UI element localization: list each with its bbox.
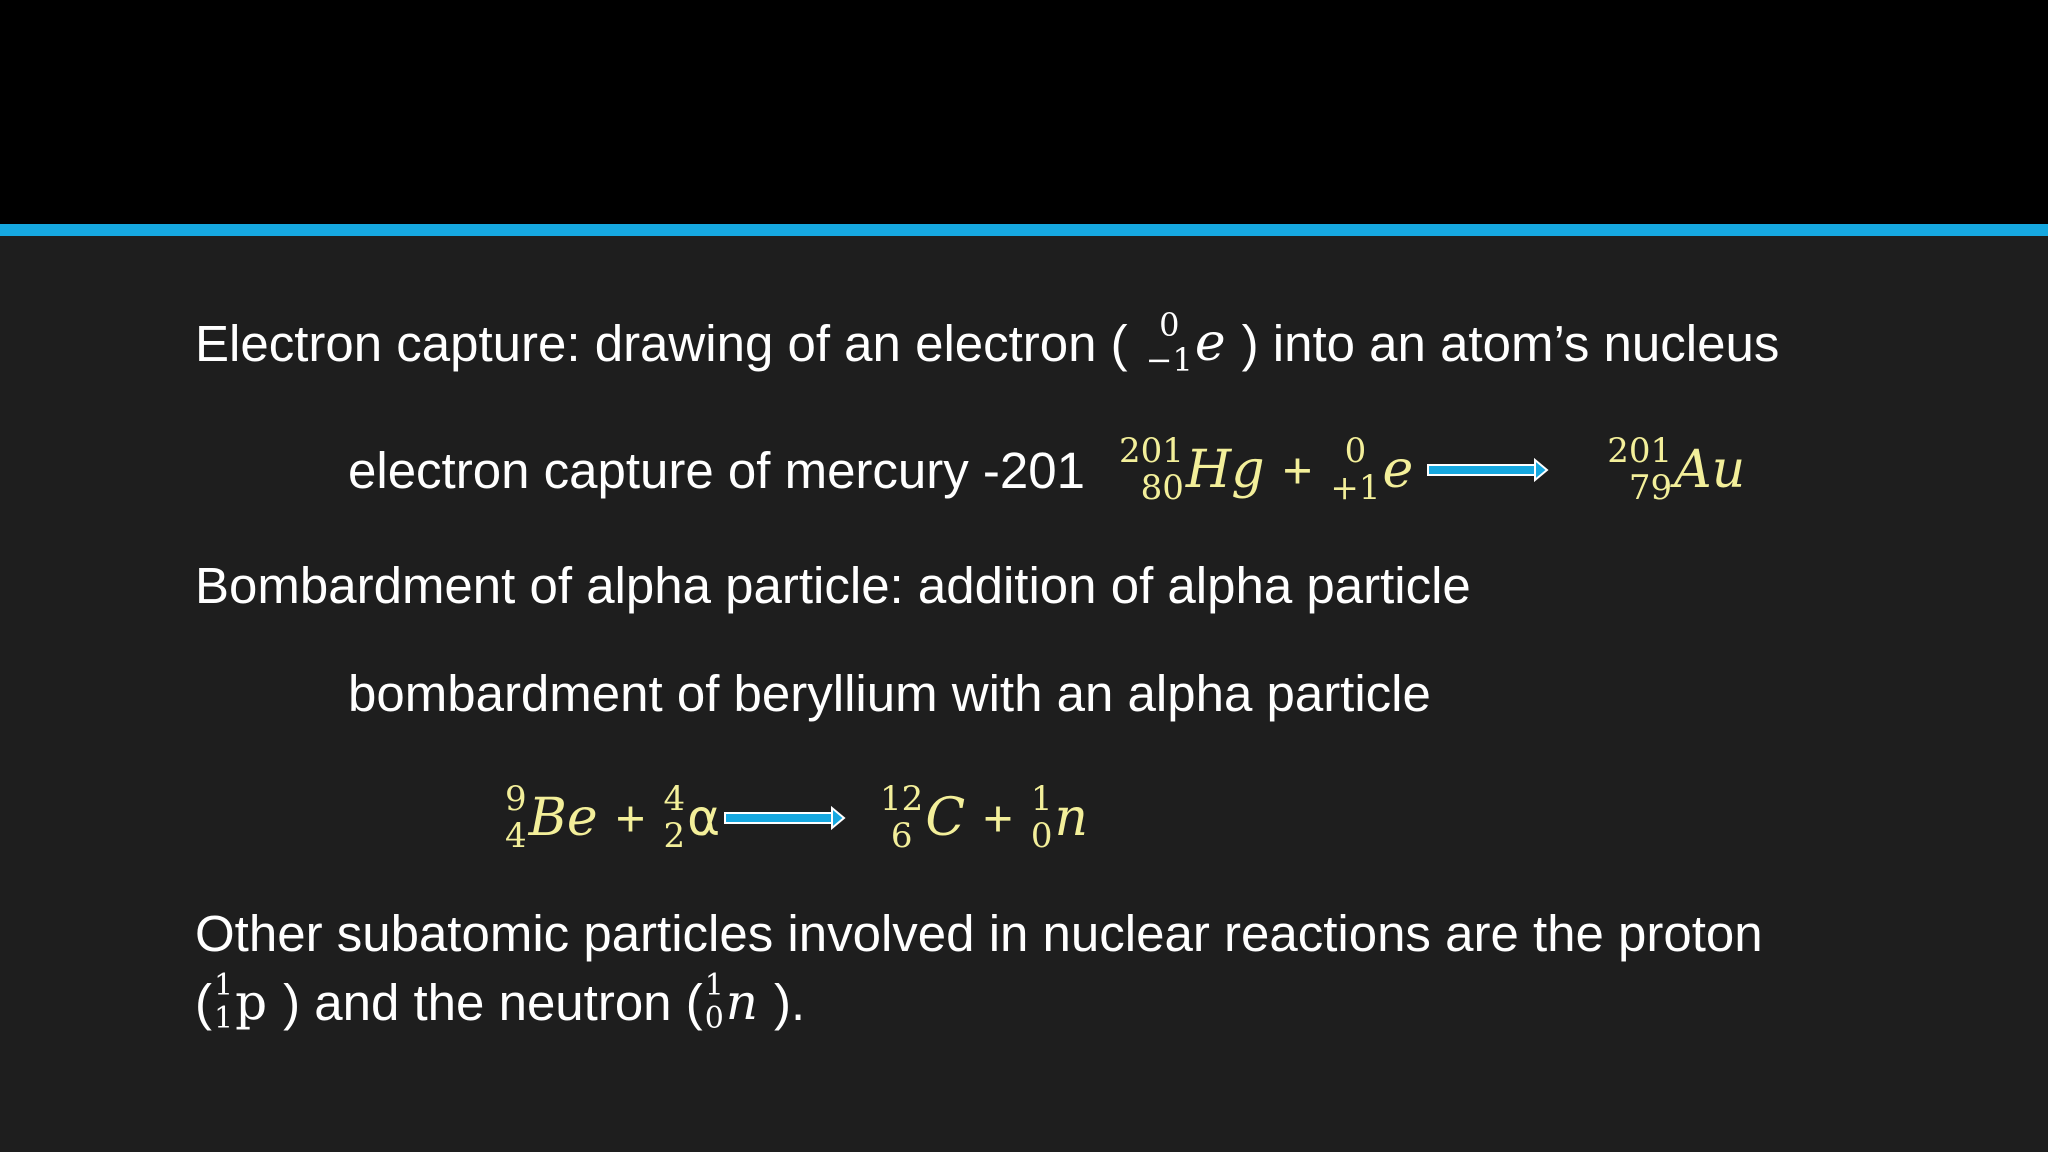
mercury-example-row [348, 430, 1745, 510]
beryllium-nuclide [505, 778, 598, 856]
and-the-neutron-text: ) and the neutron ( [283, 973, 703, 1031]
neutron-nuclide [1030, 778, 1089, 856]
electron-capture-definition [195, 303, 1779, 383]
carbon-mass: 12 [880, 778, 924, 819]
positron-mass: 0 [1344, 430, 1367, 471]
neutron-scripts [1030, 778, 1053, 856]
electron-mass: 0 [1159, 305, 1180, 344]
beryllium-symbol: Be [528, 788, 598, 848]
neutron-mass: 1 [704, 968, 724, 1003]
beryllium-equation [505, 775, 1088, 861]
mercury-nuclide [1119, 430, 1265, 508]
positron-symbol: e [1382, 440, 1414, 500]
gold-mass: 201 [1607, 430, 1673, 471]
alpha-nuclide [663, 778, 721, 856]
gold-atomic: 79 [1628, 468, 1673, 508]
gold-nuclide [1607, 430, 1746, 508]
close-paren: ). [774, 973, 806, 1031]
mercury-atomic: 80 [1140, 468, 1184, 508]
beryllium-example-label: bombardment of beryllium with an alpha particle [348, 665, 1431, 722]
carbon-symbol: C [925, 788, 966, 848]
neutron-atomic: 0 [704, 1001, 724, 1036]
beryllium-mass: 9 [505, 778, 527, 819]
slide-header-band [0, 0, 2048, 224]
electron-scripts [1145, 305, 1193, 379]
gold-scripts [1607, 430, 1673, 508]
proton-mass: 1 [213, 968, 234, 1003]
mercury-scripts [1119, 430, 1184, 508]
mercury-equation [1119, 430, 1746, 508]
reaction-arrow-icon [724, 806, 846, 830]
proton-notation [214, 969, 267, 1035]
beryllium-atomic: 4 [505, 816, 527, 856]
neutron-notation [705, 969, 758, 1035]
neutron-symbol: n [1054, 788, 1089, 848]
alpha-symbol: α [687, 789, 721, 847]
positron-atomic: +1 [1330, 468, 1381, 508]
proton-symbol: p [235, 973, 268, 1031]
mercury-example-label: electron capture of mercury -201 [348, 441, 1086, 499]
other-particles-text: Other subatomic particles involved in nuclear reactions are the proton [195, 905, 1763, 962]
neutron-symbol: n [725, 973, 758, 1031]
carbon-atomic: 6 [890, 816, 913, 856]
alpha-scripts [663, 778, 686, 856]
reaction-arrow-icon [1427, 458, 1549, 482]
mercury-mass: 201 [1119, 430, 1184, 471]
accent-divider [0, 224, 2048, 236]
positron-nuclide [1330, 430, 1414, 508]
electron-charge: −1 [1145, 341, 1193, 379]
plus-sign: + [1282, 441, 1313, 499]
mercury-symbol: Hg [1185, 440, 1265, 500]
open-paren: ( [195, 973, 212, 1031]
neutron-atomic: 0 [1030, 816, 1053, 856]
proton-neutron-row [195, 962, 805, 1042]
neutron-scripts [705, 969, 724, 1035]
carbon-scripts [880, 778, 924, 856]
proton-atomic: 1 [213, 1001, 234, 1036]
carbon-nuclide [880, 778, 966, 856]
electron-capture-text-before: Electron capture: drawing of an electron ( [195, 314, 1128, 372]
plus-sign: + [983, 789, 1013, 847]
electron-symbol: e [1194, 313, 1226, 373]
alpha-mass: 4 [663, 778, 686, 819]
gold-symbol: Au [1674, 440, 1746, 500]
beryllium-scripts [505, 778, 527, 856]
alpha-atomic: 2 [663, 816, 686, 856]
proton-scripts [214, 969, 233, 1035]
plus-sign: + [615, 789, 646, 847]
electron-capture-text-after: ) into an atom’s nucleus [1241, 314, 1780, 372]
electron-notation [1145, 305, 1226, 379]
neutron-mass: 1 [1030, 778, 1053, 819]
alpha-bombardment-heading: Bombardment of alpha particle: addition of alpha particle [195, 557, 1471, 614]
positron-scripts [1330, 430, 1381, 508]
